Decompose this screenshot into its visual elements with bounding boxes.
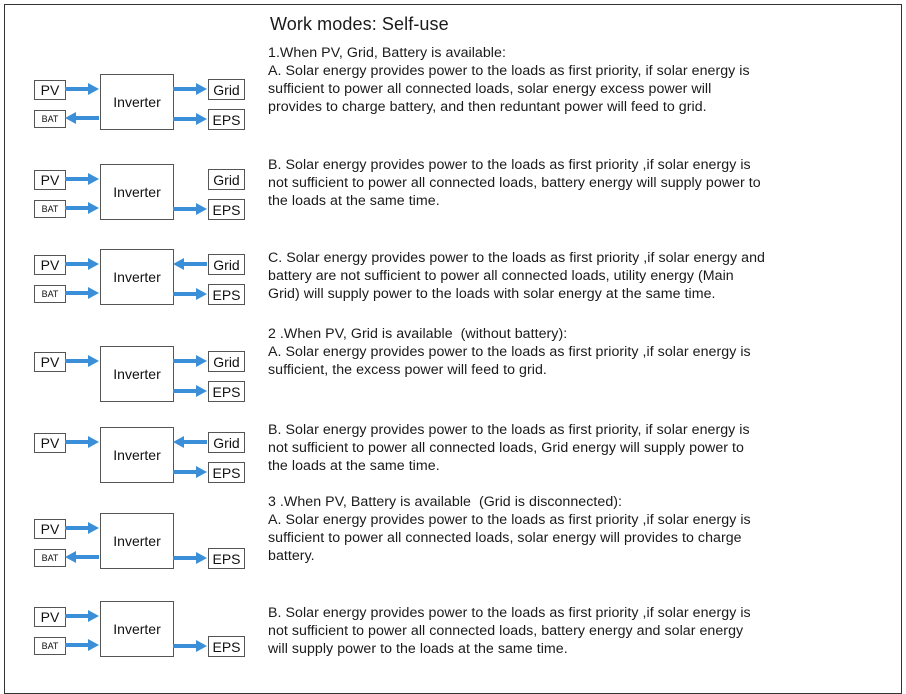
description-line: battery are not sufficient to power all connected loads, utility energy (Main bbox=[268, 268, 734, 284]
grid-flow-arrow bbox=[173, 258, 207, 270]
grid-box: Grid bbox=[208, 79, 245, 100]
eps-box: EPS bbox=[208, 284, 245, 305]
inverter-box: Inverter bbox=[100, 164, 174, 220]
pv-box: PV bbox=[34, 80, 66, 100]
pv-flow-arrow bbox=[65, 83, 99, 95]
grid-box: Grid bbox=[208, 351, 245, 372]
flow-diagram bbox=[30, 249, 250, 309]
grid-flow-arrow bbox=[173, 83, 207, 95]
description-line: battery. bbox=[268, 548, 315, 564]
description-line: B. Solar energy provides power to the loads as first priority, if solar energy is bbox=[268, 422, 750, 438]
inverter-box: Inverter bbox=[100, 74, 174, 130]
pv-flow-arrow bbox=[65, 436, 99, 448]
battery-box: BAT bbox=[34, 200, 66, 218]
description-line: provides to charge battery, and then reduntant power will feed to grid. bbox=[268, 99, 707, 115]
inverter-box: Inverter bbox=[100, 513, 174, 569]
grid-flow-arrow bbox=[173, 355, 207, 367]
description-line: B. Solar energy provides power to the loads as first priority ,if solar energy is bbox=[268, 605, 751, 621]
mode-description bbox=[268, 604, 751, 658]
inverter-box: Inverter bbox=[100, 427, 174, 483]
description-line: sufficient to power all connected loads, solar energy excess power will bbox=[268, 81, 712, 97]
battery-box: BAT bbox=[34, 110, 66, 128]
description-line: sufficient to power all connected loads, solar energy will provides to charge bbox=[268, 530, 742, 546]
battery-box: BAT bbox=[34, 285, 66, 303]
flow-diagram bbox=[30, 601, 250, 661]
description-line: 1.When PV, Grid, Battery is available: bbox=[268, 45, 506, 61]
flow-diagram bbox=[30, 427, 250, 487]
pv-flow-arrow bbox=[65, 522, 99, 534]
battery-flow-arrow bbox=[65, 287, 99, 299]
grid-box: Grid bbox=[208, 432, 245, 453]
battery-box: BAT bbox=[34, 637, 66, 655]
pv-box: PV bbox=[34, 519, 66, 539]
eps-flow-arrow bbox=[173, 113, 207, 125]
eps-flow-arrow bbox=[173, 385, 207, 397]
flow-diagram bbox=[30, 164, 250, 224]
pv-box: PV bbox=[34, 170, 66, 190]
page-title: Work modes: Self-use bbox=[270, 14, 449, 34]
pv-flow-arrow bbox=[65, 355, 99, 367]
description-line: C. Solar energy provides power to the loads as first priority ,if solar energy and bbox=[268, 250, 765, 266]
battery-flow-arrow bbox=[65, 639, 99, 651]
description-line: 2 .When PV, Grid is available (without battery): bbox=[268, 326, 568, 342]
pv-flow-arrow bbox=[65, 173, 99, 185]
pv-box: PV bbox=[34, 607, 66, 627]
eps-flow-arrow bbox=[173, 640, 207, 652]
mode-description bbox=[268, 249, 765, 303]
eps-box: EPS bbox=[208, 199, 245, 220]
eps-flow-arrow bbox=[173, 288, 207, 300]
description-line: A. Solar energy provides power to the loads as first priority ,if solar energy is bbox=[268, 344, 751, 360]
description-line: not sufficient to power all connected loads, battery energy will supply power to bbox=[268, 175, 761, 191]
description-line: sufficient, the excess power will feed to grid. bbox=[268, 362, 547, 378]
description-line: will supply power to the loads at the same time. bbox=[268, 641, 568, 657]
pv-flow-arrow bbox=[65, 610, 99, 622]
pv-box: PV bbox=[34, 255, 66, 275]
grid-box: Grid bbox=[208, 254, 245, 275]
inverter-box: Inverter bbox=[100, 346, 174, 402]
grid-flow-arrow bbox=[173, 436, 207, 448]
eps-box: EPS bbox=[208, 462, 245, 483]
inverter-box: Inverter bbox=[100, 601, 174, 657]
battery-flow-arrow bbox=[65, 202, 99, 214]
flow-diagram bbox=[30, 513, 250, 573]
mode-description bbox=[268, 493, 751, 565]
description-line: A. Solar energy provides power to the loads as first priority ,if solar energy is bbox=[268, 512, 751, 528]
eps-flow-arrow bbox=[173, 466, 207, 478]
pv-box: PV bbox=[34, 352, 66, 372]
pv-flow-arrow bbox=[65, 258, 99, 270]
battery-flow-arrow bbox=[65, 112, 99, 124]
description-line: the loads at the same time. bbox=[268, 458, 440, 474]
mode-description bbox=[268, 325, 751, 379]
description-line: Grid) will supply power to the loads with solar energy at the same time. bbox=[268, 286, 716, 302]
description-line: the loads at the same time. bbox=[268, 193, 440, 209]
battery-flow-arrow bbox=[65, 551, 99, 563]
flow-diagram bbox=[30, 346, 250, 406]
eps-box: EPS bbox=[208, 109, 245, 130]
mode-description bbox=[268, 44, 750, 116]
flow-diagram bbox=[30, 74, 250, 134]
description-line: 3 .When PV, Battery is available (Grid is disconnected): bbox=[268, 494, 623, 510]
eps-flow-arrow bbox=[173, 203, 207, 215]
mode-description bbox=[268, 156, 761, 210]
eps-box: EPS bbox=[208, 381, 245, 402]
mode-description bbox=[268, 421, 750, 475]
description-line: not sufficient to power all connected loads, Grid energy will supply power to bbox=[268, 440, 744, 456]
description-line: not sufficient to power all connected loads, battery energy and solar energy bbox=[268, 623, 744, 639]
pv-box: PV bbox=[34, 433, 66, 453]
eps-box: EPS bbox=[208, 636, 245, 657]
description-line: A. Solar energy provides power to the loads as first priority, if solar energy is bbox=[268, 63, 750, 79]
eps-box: EPS bbox=[208, 548, 245, 569]
inverter-box: Inverter bbox=[100, 249, 174, 305]
description-line: B. Solar energy provides power to the loads as first priority ,if solar energy is bbox=[268, 157, 751, 173]
eps-flow-arrow bbox=[173, 552, 207, 564]
battery-box: BAT bbox=[34, 549, 66, 567]
grid-box: Grid bbox=[208, 169, 245, 190]
